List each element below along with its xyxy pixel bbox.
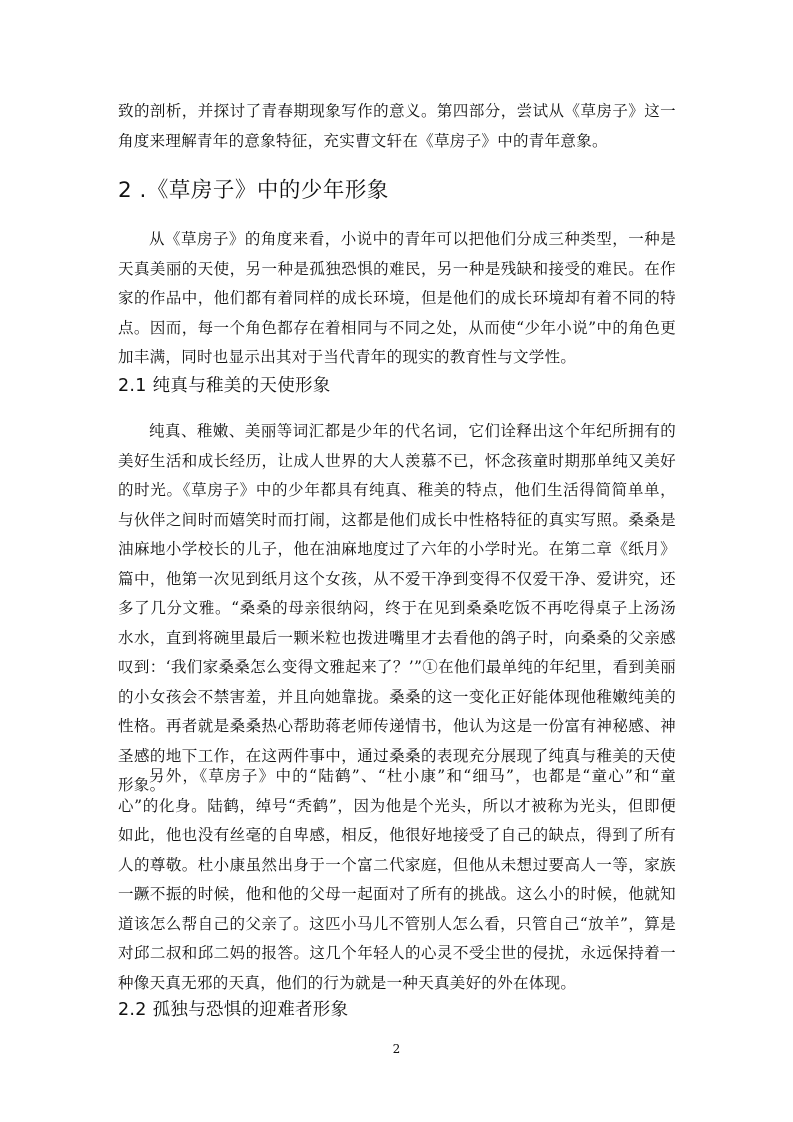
section-heading-2: 2 .《草房子》中的少年形象 [118, 178, 389, 203]
section-heading-2-2: 2.2 孤独与恐惧的迎难者形象 [118, 1000, 349, 1020]
section-2-1-paragraph-1: 纯真、稚嫩、美丽等词汇都是少年的代名词，它们诠释出这个年纪所拥有的美好生活和成长经历，让成人世界的大人羡慕不已，怀念孩童时期那单纯又美好的时光。《草房子》中的少年都具有纯真、稚美的特点，他们生活得简简单单，与伙伴之间时而嬉笑时而打闹，这都是他们成长中性格特征的真实写照。桑桑是油麻地小学校长的儿子，他在油麻地度过了六年的小学时光。在第二章《纸月》篇中，他第一次见到纸月这个女孩，从不爱干净到变得不仅爱干净、爱讲究，还多了几分文雅。“桑桑的母亲很纳闷，终于在见到桑桑吃饭不再吃得桌子上汤汤水水，直到将碗里最后一颗米粒也拨进嘴里才去看他的鸽子时，向桑桑的父亲感叹到：‘我们家桑桑怎么变得文雅起来了？’”①在他们最单纯的年纪里，看到美丽的小女孩会不禁害羞，并且向她靠拢。桑桑的这一变化正好能体现他稚嫩纯美的性格。再者就是桑桑热心帮助蒋老师传递情书，他认为这是一份富有神秘感、神圣感的地下工作，在这两件事中，通过桑桑的表现充分展现了纯真与稚美的天使形象。 [118, 422, 676, 794]
section-2-paragraph: 从《草房子》的角度来看，小说中的青年可以把他们分成三种类型，一种是天真美丽的天使，另一种是孤独恐惧的难民，另一种是残缺和接受的难民。在作家的作品中，他们都有着同样的成长环境，但是他们的成长环境却有着不同的特点。因而，每一个角色都存在着相同与不同之处，从而使“少年小说”中的角色更加丰满，同时也显示出其对于当代青年的现实的教育性与文学性。 [118, 230, 676, 366]
intro-paragraph: 致的剖析，并探讨了青春期现象写作的意义。第四部分，尝试从《草房子》这一角度来理解青年的意象特征，充实曹文轩在《草房子》中的青年意象。 [118, 102, 676, 150]
page-number: 2 [392, 1042, 401, 1056]
section-2-1-paragraph-2: 另外，《草房子》中的“陆鹤”、“杜小康”和“细马”，也都是“童心”和“童心”的化身。陆鹤，绰号“秃鹤”，因为他是个光头，所以才被称为光头，但即便如此，他也没有丝毫的自卑感，相反，他很好地接受了自己的缺点，得到了所有人的尊敬。杜小康虽然出身于一个富二代家庭，但他从未想过要高人一等，家族一蹶不振的时候，他和他的父母一起面对了所有的挑战。这么小的时候，他就知道该怎么帮自己的父亲了。这匹小马儿不管别人怎么看，只管自己“放羊”，算是对邱二叔和邱二妈的报答。这几个年轻人的心灵不受尘世的侵扰，永远保持着一种像天真无邪的天真，他们的行为就是一种天真美好的外在体现。 [118, 767, 676, 992]
section-heading-2-1: 2.1 纯真与稚美的天使形象 [118, 376, 331, 396]
